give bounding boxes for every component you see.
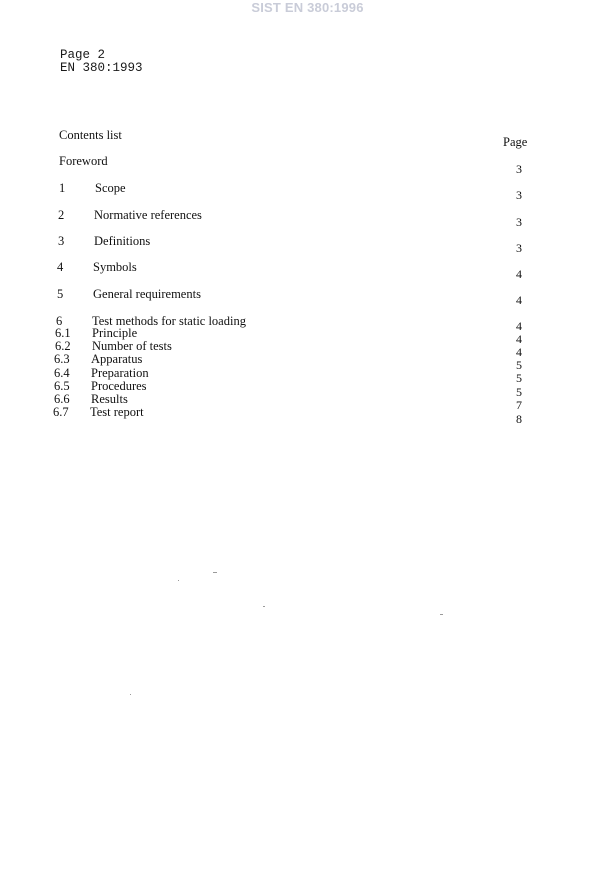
toc-page-number: 5 bbox=[516, 358, 522, 372]
toc-item-title: Normative references bbox=[94, 208, 202, 222]
toc-item-title: General requirements bbox=[93, 287, 201, 301]
toc-page-number: 3 bbox=[516, 188, 522, 202]
scan-speck bbox=[440, 614, 443, 615]
scan-speck bbox=[263, 606, 265, 607]
toc-item-title: Number of tests bbox=[92, 339, 172, 353]
toc-item-title: Scope bbox=[95, 181, 126, 195]
toc-item-title: Apparatus bbox=[91, 352, 143, 366]
scan-speck bbox=[213, 572, 217, 573]
toc-item-title: Definitions bbox=[94, 234, 151, 248]
toc-item-number: 6.7 bbox=[53, 405, 69, 419]
toc-item-number: 6.6 bbox=[54, 392, 70, 406]
toc-page-number: 8 bbox=[516, 412, 522, 426]
toc-page-number: 3 bbox=[516, 241, 522, 255]
page-header bbox=[60, 49, 143, 75]
toc-item-number: 1 bbox=[59, 181, 66, 195]
toc-page-number: 4 bbox=[516, 293, 522, 307]
toc-page-number: 5 bbox=[516, 371, 522, 385]
standard-number: EN 380:1993 bbox=[60, 61, 143, 75]
page-label: Page 2 bbox=[60, 48, 106, 62]
toc-item-title: Results bbox=[91, 392, 128, 406]
toc-page-number: 4 bbox=[516, 345, 522, 359]
toc-page-number: 4 bbox=[516, 319, 522, 333]
toc-page-number: 3 bbox=[516, 215, 522, 229]
toc-item-number: 4 bbox=[57, 260, 64, 274]
toc-item-number: 3 bbox=[58, 234, 65, 248]
toc-page-number: 3 bbox=[516, 162, 522, 176]
toc-item-title: Procedures bbox=[91, 379, 147, 393]
scan-speck bbox=[178, 580, 179, 581]
toc-item-number: 6.3 bbox=[54, 352, 70, 366]
contents-title: Contents list bbox=[59, 128, 122, 142]
toc-item-number: 5 bbox=[57, 287, 64, 301]
toc-page-number: 5 bbox=[516, 385, 522, 399]
toc-item-title: Symbols bbox=[93, 260, 137, 274]
watermark: SIST EN 380:1996 bbox=[251, 0, 364, 15]
toc-item-title: Preparation bbox=[91, 366, 149, 380]
toc-item-title: Principle bbox=[92, 326, 138, 340]
toc-item-number: 6.5 bbox=[54, 379, 70, 393]
toc-item-number: 6.2 bbox=[55, 339, 71, 353]
toc-item-number: 6 bbox=[56, 314, 63, 328]
scan-speck bbox=[130, 694, 131, 695]
toc-item-title: Test report bbox=[90, 405, 144, 419]
toc-item-number: 6.1 bbox=[55, 326, 71, 340]
toc-item-title: Foreword bbox=[59, 154, 108, 168]
toc-item-title: Test methods for static loading bbox=[92, 314, 246, 328]
toc-page-number: 4 bbox=[516, 332, 522, 346]
toc-page-number: 7 bbox=[516, 398, 522, 412]
page-column-heading: Page bbox=[503, 135, 528, 149]
toc-item-number: 6.4 bbox=[54, 366, 70, 380]
toc-page-number: 4 bbox=[516, 267, 522, 281]
toc-item-number: 2 bbox=[58, 208, 65, 222]
